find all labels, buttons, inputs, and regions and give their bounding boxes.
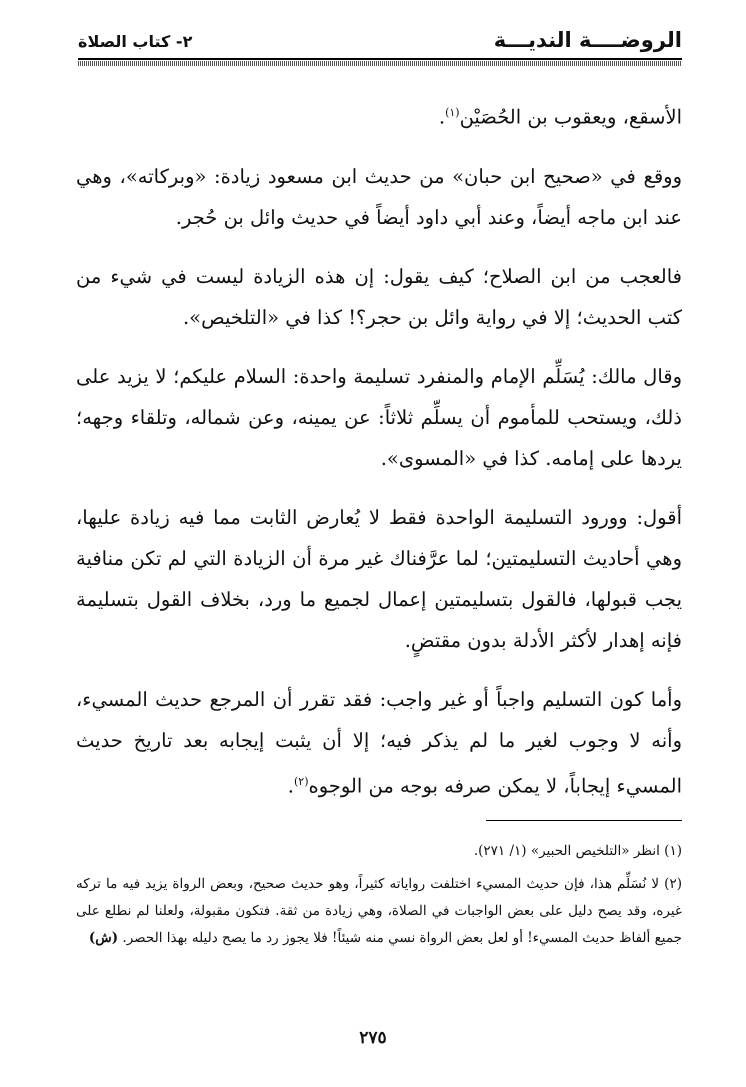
header-rule [78,58,682,60]
paragraph-text: وأما كون التسليم واجباً أو غير واجب: فقد تقرر أن المرجع حديث المسيء، وأنه لا وجوب لغير ما لم يذكر فيه؛ إلا أن يثبت إيجابه بعد تاريخ حديث المسيء إيجاباً، لا يمكن صرفه بوجه من الوجوه [76,687,682,797]
paragraph-tail: . [287,774,294,797]
footnote-2 [76,871,682,952]
header-hatch-rule [78,61,682,66]
paragraph-2: ووقع في «صحيح ابن حبان» من حديث ابن مسعود زيادة: «وبركاته»، وهي عند ابن ماجه أيضاً، وعند أبي داود أيضاً في حديث وائل بن حُجر. [76,164,682,229]
paragraph-4: وقال مالك: يُسَلِّم الإمام والمنفرد تسليمة واحدة: السلام عليكم؛ لا يزيد على ذلك، ويستحب للمأموم أن يسلِّم ثلاثاً: عن يمينه، وعن شماله، وتلقاء وجهه؛ يردها على إمامه. كذا في «المسوى». [76,364,682,470]
paragraph-6 [76,679,682,807]
chapter-title: ٢- كتاب الصلاة [78,32,193,51]
paragraph-3: فالعجب من ابن الصلاح؛ كيف يقول: إن هذه الزيادة ليست في شيء من كتب الحديث؛ إلا في رواية وائل بن حجر؟! كذا في «التلخيص». [76,264,682,329]
footnote-separator [486,820,682,821]
footnote-signature: (ش) [88,930,119,946]
book-title: الروضــــة النديـــة [493,28,682,52]
paragraph-tail: . [438,105,446,129]
footnote-1: (١) انظر «التلخيص الحبير» (١/ ٢٧١). [473,843,682,859]
footnote-ref-1: (١) [445,106,460,119]
footnote-ref-2: (٢) [294,774,309,788]
paragraph-text: الأسقع، ويعقوب بن الحُصَيْن [459,105,682,129]
main-text [76,92,682,824]
footnotes [76,838,682,954]
page-number: ٢٧٥ [359,1028,387,1048]
paragraph-5: أقول: وورود التسليمة الواحدة فقط لا يُعارض الثابت مما فيه زيادة عليها، وهي أحاديث التسليمتين؛ لما عرَّفناك غير مرة أن الزيادة التي لم تكن منافية يجب قبولها، فالقول بتسليمتين إعمال لجميع ما ورد، بخلاف القول بتسليمة فإنه إهدار لأكثر الأدلة بدون مقتضٍ. [76,505,682,652]
footnote-text: (٢) لا نُسَلِّم هذا، فإن حديث المسيء اختلفت رواياته كثيراً، وهو حديث صحيح، وبعض الرواة يزيد فيه ما تركه غيره، وقد يصح دليل على بعض الواجبات في الصلاة، وهي زيادة من ثقة. فتكون مقبولة، ولعلنا لم نطلع على جميع ألفاظ حديث المسيء! أو لعل بعض الرواة نسي منه شيئاً! فلا يجوز رد ما يصح دليله بهذا الحصر. [76,876,682,946]
paragraph-1 [76,92,682,138]
running-header [78,28,682,58]
